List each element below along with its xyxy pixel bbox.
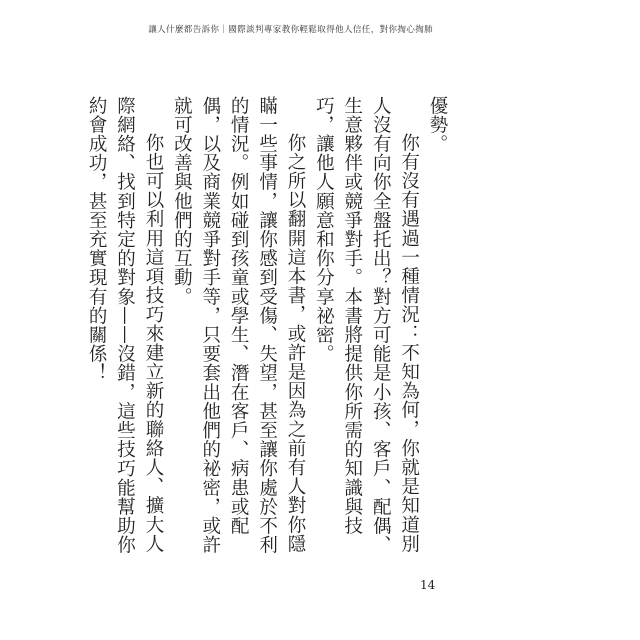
page-number: 14 [420,578,436,592]
paragraph: 你之所以翻開這本書，或許是因為之前有人對你隱瞞一些事情，讓你感到受傷、失望，甚至讓你處於不利的情況。例如碰到孩童或學生、潛在客戶、病患或配偶，以及商業競爭對手等，只要套出他們的祕密，或許就可改善與他們的互動。 [171,96,306,555]
body-text [82,96,451,566]
paragraph: 你也可以利用這項技巧來建立新的聯絡人、擴大人際網絡、找到特定的對象——沒錯，這些技巧能幫助你約會成功，甚至充實現有的關係！ [86,96,164,555]
running-header: 讓人什麼都告訴你｜國際談判專家教你輕鬆取得他人信任，對你掏心掏肺 [148,25,433,35]
paragraph: 你有沒有遇過一種情況：不知為何，你就是知道別人沒有向你全盤托出？對方可能是小孩、客戶、配偶、生意夥伴或競爭對手。本書將提供你所需的知識與技巧，讓他人願意和你分享祕密。 [313,96,420,555]
paragraph-continuation: 優勢。 [427,96,448,154]
